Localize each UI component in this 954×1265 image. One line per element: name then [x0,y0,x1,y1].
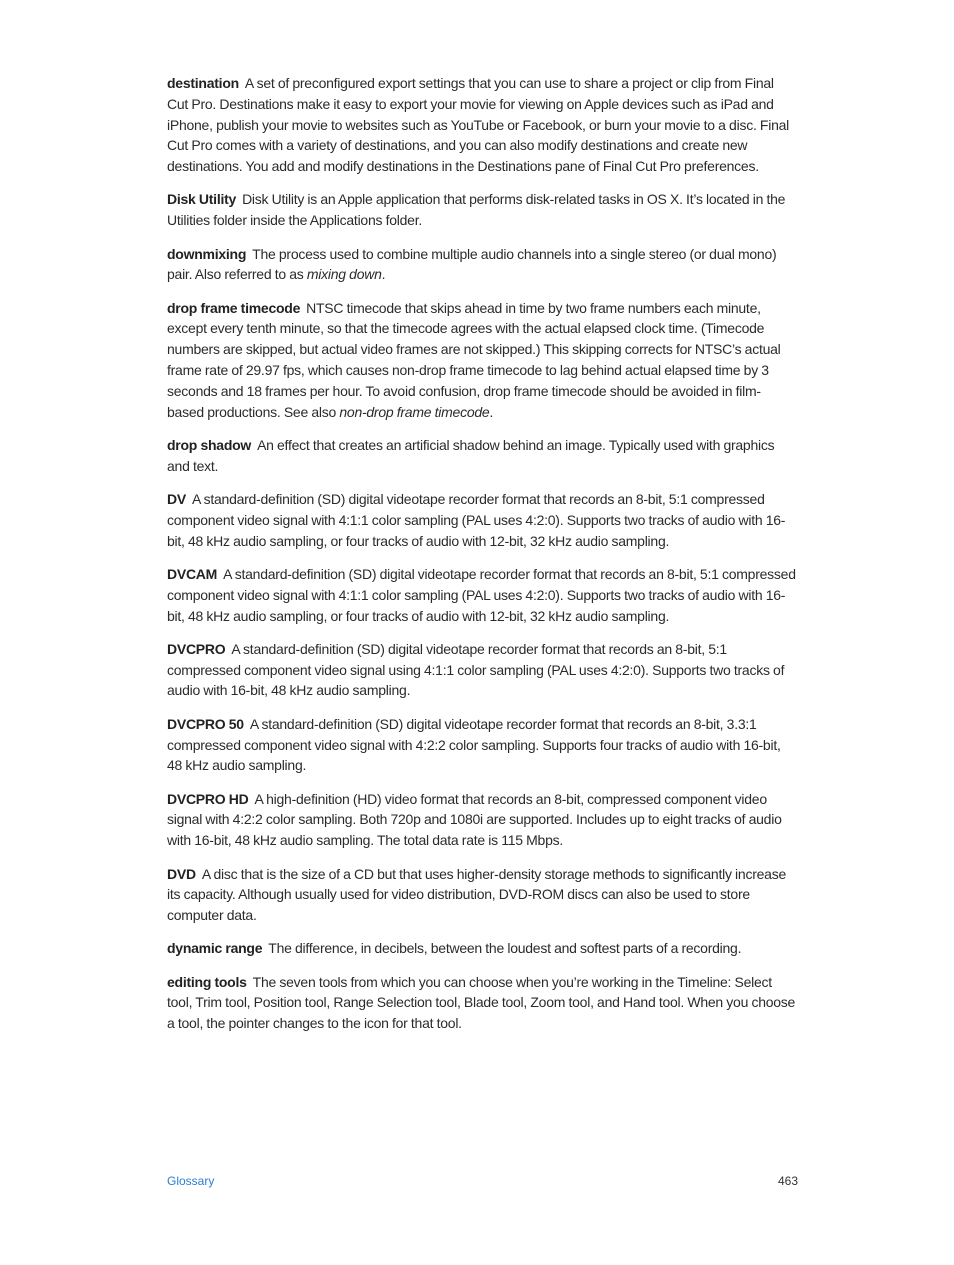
entry-term: drop frame timecode [167,299,301,316]
entry-definition: A high-definition (HD) video format that records an 8-bit, compressed component video signal with 4:2:2 color sampling. Both 720p and 1080i are supported. Includes up to eight tracks of audio with 16-bit, 48 kHz audio sampling. The total data rate is 115 Mbps. [167,790,782,849]
glossary-entry-dvcpro-50 [167,714,797,776]
glossary-entry-dvcam [167,564,797,626]
entry-term: DV [167,491,186,508]
entry-definition: A set of preconfigured export settings that you can use to share a project or clip from Final Cut Pro. Destinations make it easy to export your movie for viewing on Apple devices such as iPad and iPhone, publish your movie to websites such as YouTube or Facebook, or burn your movie to a disc. Final Cut Pro comes with a variety of destinations, and you can also modify destinations and create new destinations. You add and modify destinations in the Destinations pane of Final Cut Pro preferences. [167,75,790,175]
entry-term: DVCPRO [167,640,226,657]
entry-definition: The difference, in decibels, between the loudest and softest parts of a recording. [268,940,742,957]
entry-term: drop shadow [167,436,252,453]
entry-term: editing tools [167,973,247,990]
glossary-entry-dv [167,489,797,551]
entry-definition: The seven tools from which you can choose when you’re working in the Timeline: Select tool, Trim tool, Position tool, Range Selection tool, Blade tool, Zoom tool, and Hand tool. When you choose a tool, the pointer changes to the icon for that tool. [167,973,796,1032]
entry-definition: An effect that creates an artificial shadow behind an image. Typically used with graphics and text. [167,436,775,474]
glossary-entry-disk-utility [167,189,797,231]
page-number: 463 [777,1174,798,1188]
glossary-entry-downmixing [167,244,797,286]
entry-term: destination [167,75,239,91]
glossary-entry-dvcpro [167,639,797,701]
entry-definition: Disk Utility is an Apple application that performs disk-related tasks in OS X. It’s located in the Utilities folder inside the Applications folder. [167,191,786,229]
entry-definition-tail: . [381,266,386,283]
entry-see-also: non-drop frame timecode [339,403,490,420]
glossary-entry-destination [167,73,797,177]
entry-definition: The process used to combine multiple audio channels into a single stereo (or dual mono) pair. Also referred to as [167,245,777,283]
entry-definition: A standard-definition (SD) digital videotape recorder format that records an 8-bit, 5:1 compressed component video signal using 4:1:1 color sampling (PAL uses 4:2:0). Supports two tracks of audio with 16-bit, 48 kHz audio sampling. [167,640,785,699]
glossary-entry-dvd [167,864,797,926]
entry-italic-term: mixing down [306,266,382,283]
glossary-entry-editing-tools [167,972,797,1034]
glossary-entries [167,73,797,1047]
entry-definition: A standard-definition (SD) digital videotape recorder format that records an 8-bit, 5:1 compressed component video signal with 4:1:1 color sampling (PAL uses 4:2:0). Supports two tracks of audio with 16-bit, 48 kHz audio sampling, or four tracks of audio with 12-bit, 32 kHz audio sampling. [167,491,786,549]
glossary-entry-dvcpro-hd [167,789,797,851]
entry-term: DVCAM [167,565,218,582]
glossary-entry-dynamic-range [167,938,797,959]
entry-definition: A disc that is the size of a CD but that uses higher-density storage methods to significantly increase its capacity. Although usually used for video distribution, DVD-ROM discs can also be used to store computer data. [167,865,786,924]
entry-definition: A standard-definition (SD) digital videotape recorder format that records an 8-bit, 5:1 compressed component video signal with 4:1:1 color sampling (PAL uses 4:2:0). Supports two tracks of audio with 16-bit, 48 kHz audio sampling, or four tracks of audio with 12-bit, 32 kHz audio sampling. [167,565,796,624]
glossary-entry-drop-frame-timecode [167,298,797,423]
entry-term: Disk Utility [167,191,237,208]
entry-definition-tail: . [489,403,494,420]
footer-section-link[interactable]: Glossary [167,1174,215,1188]
entry-definition: A standard-definition (SD) digital videotape recorder format that records an 8-bit, 3.3:1 compressed component video signal with 4:2:2 color sampling. Supports four tracks of audio with 16-bit, 48 kHz audio sampling. [167,715,781,774]
entry-definition: NTSC timecode that skips ahead in time by two frame numbers each minute, except every tenth minute, so that the timecode agrees with the actual elapsed clock time. (Timecode numbers are skipped, but actual video frames are not skipped.) This skipping corrects for NTSC’s actual frame rate of 29.97 fps, which causes non-drop frame timecode to lag behind actual elapsed time by 3 seconds and 18 frames per hour. To avoid confusion, drop frame timecode should be avoided in film-based productions. See also [167,299,781,420]
entry-term: DVCPRO HD [167,790,249,807]
entry-term: DVD [167,865,196,882]
entry-term: DVCPRO 50 [167,715,244,732]
glossary-entry-drop-shadow [167,435,797,477]
entry-term: dynamic range [167,940,263,957]
entry-term: downmixing [167,245,247,262]
